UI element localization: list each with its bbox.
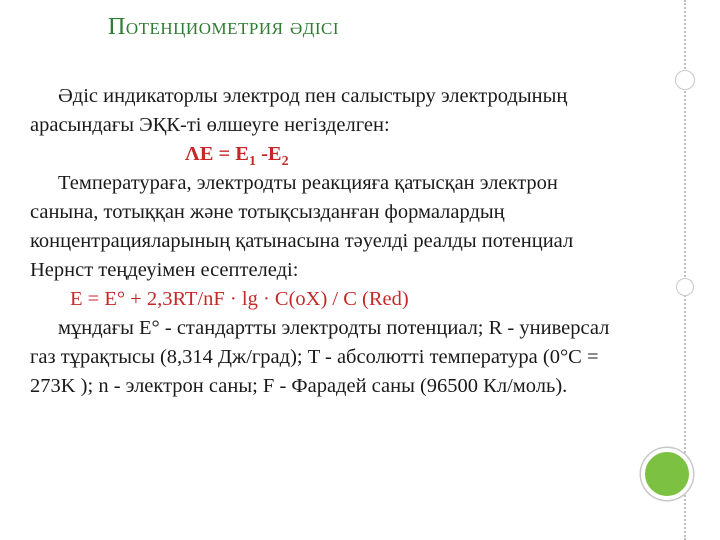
para2-line4: Нернст теңдеуімен есептеледі:: [30, 259, 299, 281]
formula-nernst: E = E° + 2,3RT/nF · lg · C(oX) / C (Red): [70, 288, 409, 310]
para1-line1: Әдіс индикаторлы электрод пен салыстыру электродының: [58, 85, 568, 107]
slide-title: Потенциометрия әдісі: [108, 14, 339, 40]
formula-emf: $\Lambda E = E_1$ $-E_2$: [185, 143, 289, 170]
para2-line2: санына, тотыққан және тотықсызданған формалардың: [30, 201, 505, 223]
para1-line2: арасындағы ЭҚК-ті өлшеуге негізделген:: [30, 114, 390, 136]
slide-body: [30, 82, 698, 401]
decor-circle-green: [641, 448, 693, 500]
para3-line2: газ тұрақтысы (8,314 Дж/град); T - абсолюттi температура (0°C =: [30, 346, 599, 368]
para2-line1: Температураға, электродты реакцияға қатысқан электрон: [58, 172, 558, 194]
para3-line3: 273K ); n - электрон саны; F - Фарадей саны (96500 Кл/моль).: [30, 375, 568, 397]
para2-line3: концентрацияларының қатынасына тәуелді реалды потенциал: [30, 230, 574, 252]
para3-line1: мұндағы E° - стандартты электродты потенциал; R - универсал: [58, 317, 610, 339]
